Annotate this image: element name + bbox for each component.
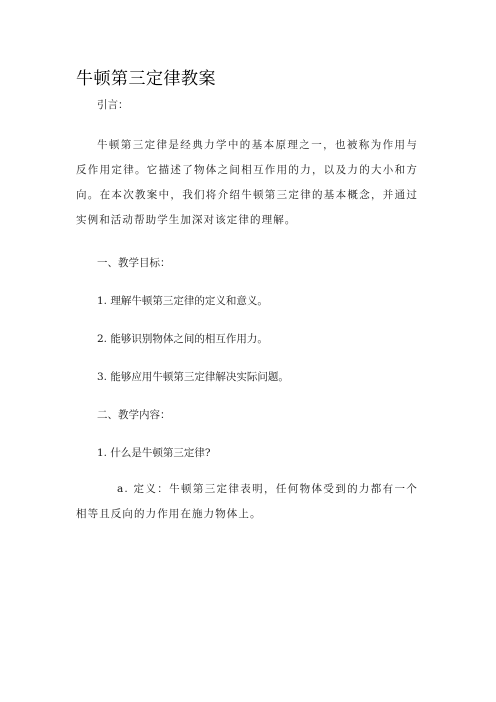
goal-item: 3. 能够应用牛顿第三定律解决实际问题。 bbox=[97, 371, 289, 383]
section-heading-goals: 一、教学目标： bbox=[97, 257, 171, 269]
content-definition: a. 定义：牛顿第三定律表明，任何物体受到的力都有一个相等且反向的力作用在施力物体上。 bbox=[76, 483, 418, 520]
goal-item: 2. 能够识别物体之间的相互作用力。 bbox=[97, 333, 268, 345]
goal-item: 1. 理解牛顿第三定律的定义和意义。 bbox=[97, 295, 268, 307]
document-title: 牛顿第三定律教案 bbox=[76, 69, 216, 89]
content-question: 1. 什么是牛顿第三定律? bbox=[97, 447, 211, 459]
section-heading-content: 二、教学内容： bbox=[97, 409, 171, 421]
intro-paragraph: 牛顿第三定律是经典力学中的基本原理之一，也被称为作用与反作用定律。它描述了物体之间相互作用的力，以及力的大小和方向。在本次教案中，我们将介绍牛顿第三定律的基本概念，并通过实例和活动帮助学生加深对该定律的理解。 bbox=[76, 139, 418, 226]
intro-heading: 引言： bbox=[97, 99, 129, 111]
